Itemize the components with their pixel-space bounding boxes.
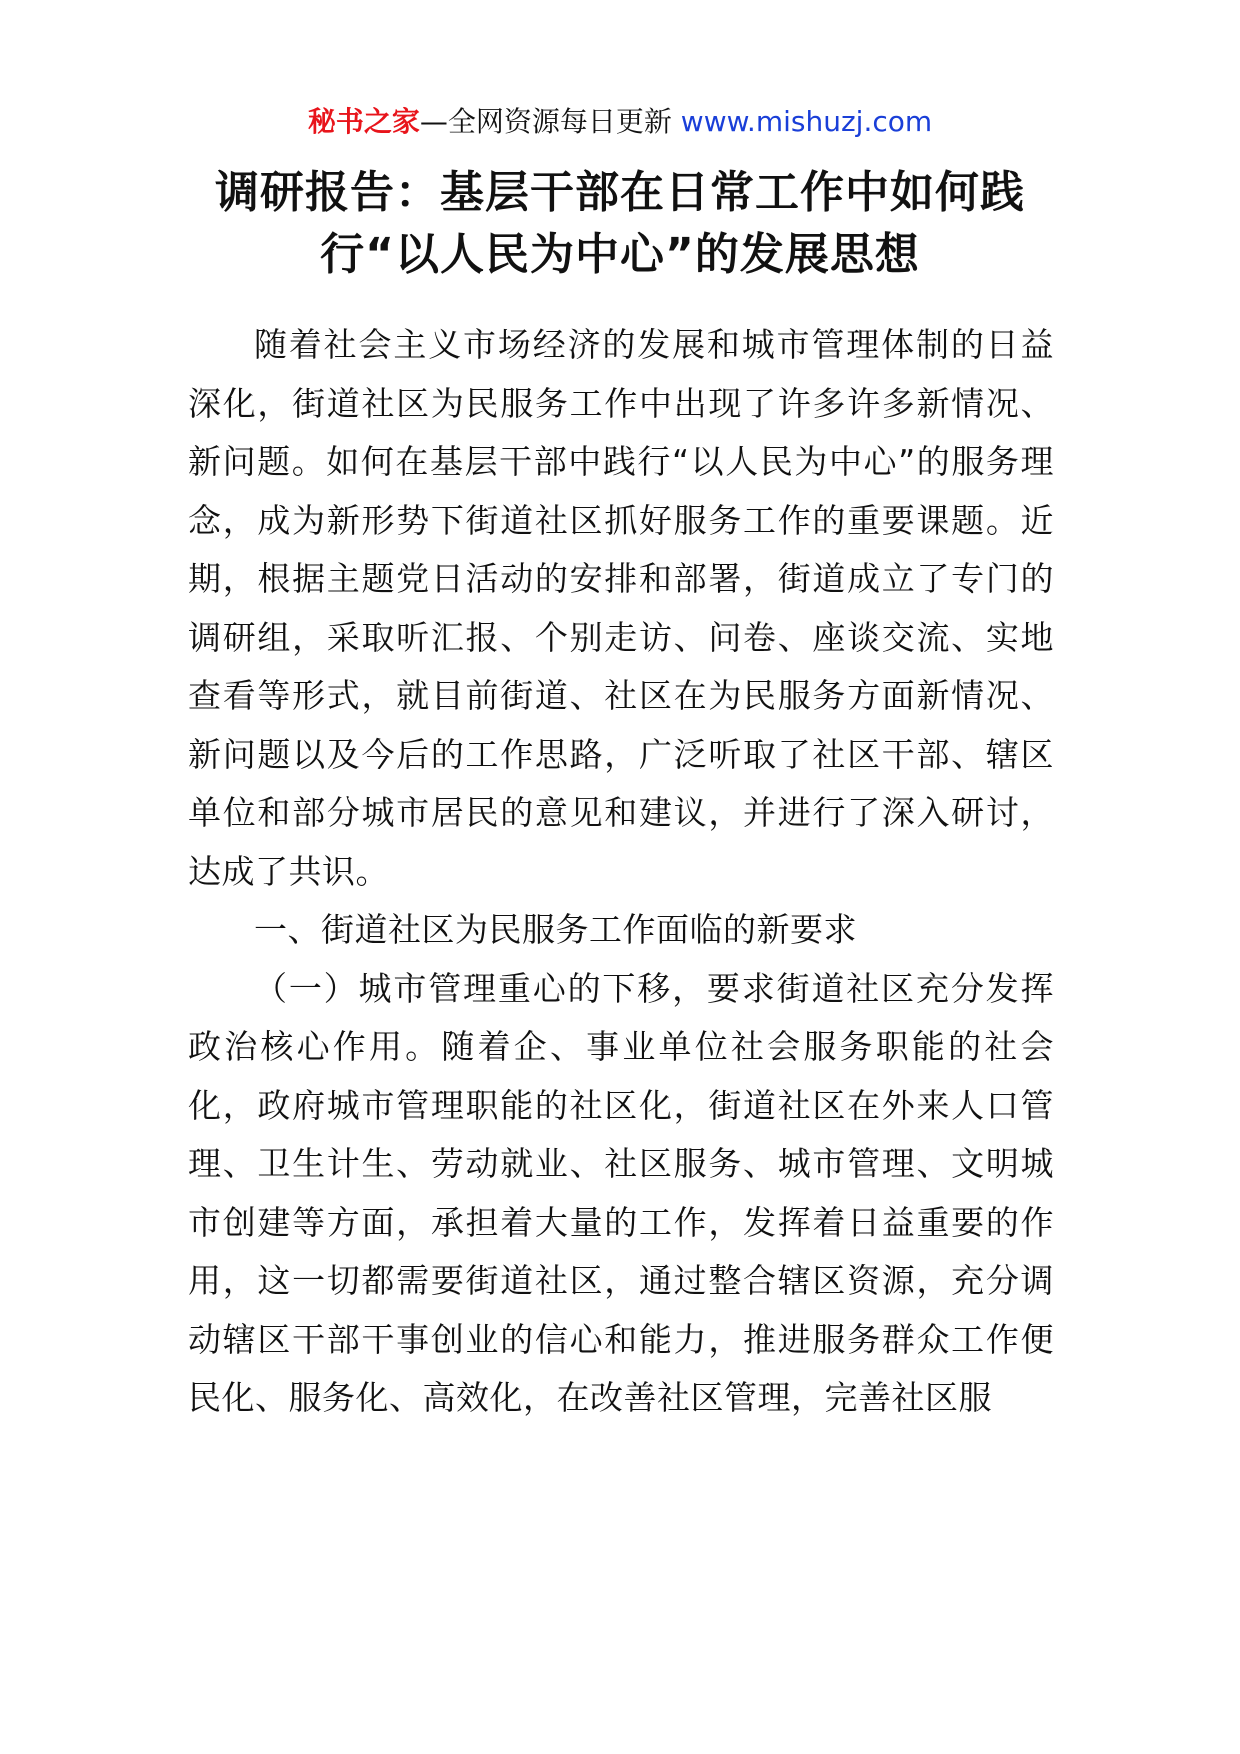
section-heading-1: 一、街道社区为民服务工作面临的新要求 <box>254 910 857 949</box>
subsection-paragraph-1: （一）城市管理重心的下移，要求街道社区充分发挥政治核心作用。随着企、事业单位社会服务职能的社会化，政府城市管理职能的社区化，街道社区在外来人口管理、卫生计生、劳动就业、社区服务、城市管理、文明城市创建等方面，承担着大量的工作，发挥着日益重要的作用，这一切都需要街道社区，通过整合辖区资源，充分调动辖区干部干事创业的信心和能力，推进服务群众工作便民化、服务化、高效化，在改善社区管理，完善社区服 <box>188 968 1054 1417</box>
document-body <box>188 316 1054 1428</box>
document-title <box>120 162 1120 286</box>
brand-name: 秘书之家 <box>307 105 420 138</box>
header-slogan: —全网资源每日更新 <box>419 105 672 138</box>
header-banner <box>0 100 1240 144</box>
title-line-1: 调研报告：基层干部在日常工作中如何践 <box>215 167 1025 218</box>
site-url-link[interactable]: www.mishuzj.com <box>680 105 933 138</box>
title-line-2: 行“以人民为中心”的发展思想 <box>320 229 920 280</box>
intro-paragraph: 随着社会主义市场经济的发展和城市管理体制的日益深化，街道社区为民服务工作中出现了许多许多新情况、新问题。如何在基层干部中践行“以人民为中心”的服务理念，成为新形势下街道社区抓好服务工作的重要课题。近期，根据主题党日活动的安排和部署，街道成立了专门的调研组，采取听汇报、个别走访、问卷、座谈交流、实地查看等形式，就目前街道、社区在为民服务方面新情况、新问题以及今后的工作思路，广泛听取了社区干部、辖区单位和部分城市居民的意见和建议，并进行了深入研讨，达成了共识。 <box>188 325 1054 891</box>
